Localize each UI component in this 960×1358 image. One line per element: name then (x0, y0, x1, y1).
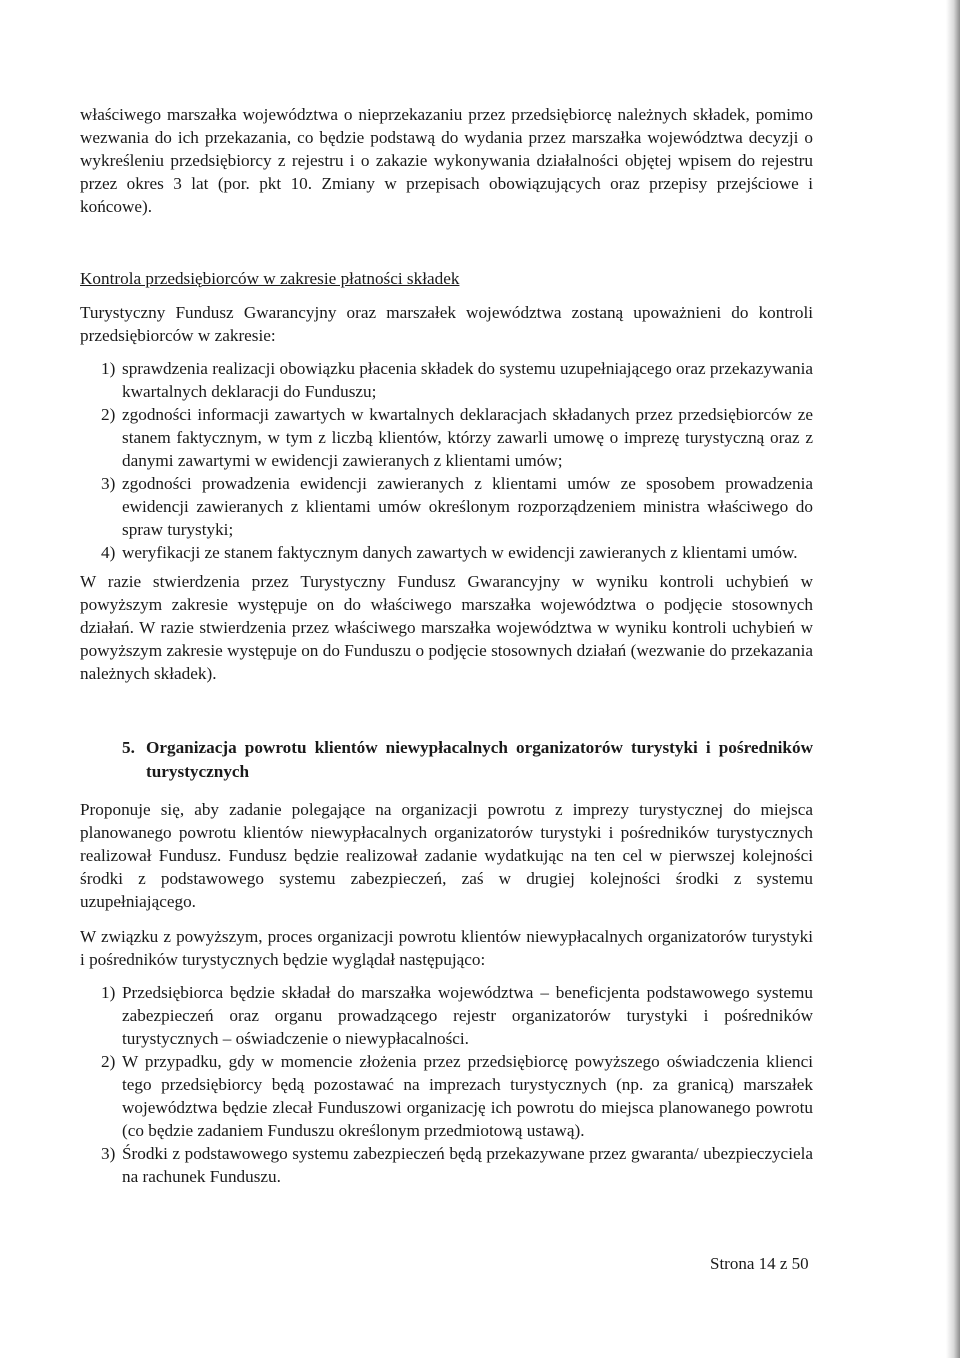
list-item-number: 3) (101, 1144, 116, 1163)
list-item-number: 1) (101, 983, 116, 1002)
list-item-text: zgodności prowadzenia ewidencji zawieranych z klientami umów ze sposobem prowadzenia ewidencji zawieranych z klientami umów określonym rozporządzeniem ministra właściwego do spraw turystyki; (122, 474, 813, 539)
section-number: 5. (122, 738, 135, 757)
list-item-number: 3) (101, 474, 116, 493)
section-5-title (80, 736, 813, 784)
list-item-number: 2) (101, 1052, 116, 1071)
section-5-paragraph-2: W związku z powyższym, proces organizacji powrotu klientów niewypłacalnych organizatorów turystyki i pośredników turystycznych będzie wyglądał następująco: (80, 927, 813, 969)
list-item (80, 357, 813, 403)
section-heading-control: Kontrola przedsiębiorców w zakresie płatności składek (80, 269, 460, 288)
list-item (80, 472, 813, 541)
control-list (80, 357, 813, 564)
control-conclusion: W razie stwierdzenia przez Turystyczny Fundusz Gwarancyjny w wyniku kontroli uchybień w powyższym zakresie występuje on do właściwego marszałka województwa o podjęcie stosownych działań. W razie stwierdzenia przez właściwego marszałka województwa w wyniku kontroli uchybień w powyższym zakresie występuje on do Funduszu o podjęcie stosownych działań (wezwanie do przekazania należnych składek). (80, 572, 813, 683)
list-item-text: Przedsiębiorca będzie składał do marszałka województwa – beneficjenta podstawowego systemu zabezpieczeń oraz organu prowadzącego rejestr organizatorów turystyki i pośredników turystycznych – oświadczenie o niewypłacalności. (122, 983, 813, 1048)
list-item (80, 1050, 813, 1142)
list-item-number: 1) (101, 359, 116, 378)
list-item-text: Środki z podstawowego systemu zabezpieczeń będą przekazywane przez gwaranta/ ubezpieczyciela na rachunek Funduszu. (122, 1144, 813, 1186)
scan-edge-shadow (946, 0, 960, 1358)
list-item-number: 4) (101, 543, 116, 562)
section-5-paragraph-1: Proponuje się, aby zadanie polegające na organizacji powrotu z imprezy turystycznej do miejsca planowanego powrotu klientów niewypłacalnych organizatorów turystyki i pośredników turystycznych realizował Fundusz. Fundusz będzie realizował zadanie wydatkując na ten cel w pierwszej kolejności środki z podstawowego systemu zabezpieczeń, zaś w drugiej kolejności środki z systemu uzupełniającego. (80, 800, 813, 911)
page-number: Strona 14 z 50 (710, 1254, 809, 1273)
list-item-number: 2) (101, 405, 116, 424)
document-body (80, 103, 813, 1188)
list-item-text: sprawdzenia realizacji obowiązku płacenia składek do systemu uzupełniającego oraz przekazywania kwartalnych deklaracji do Funduszu; (122, 359, 813, 401)
list-item (80, 403, 813, 472)
list-item (80, 981, 813, 1050)
spacer (80, 685, 813, 736)
list-item-text: W przypadku, gdy w momencie złożenia przez przedsiębiorcę powyższego oświadczenia klienci tego przedsiębiorcy będą pozostawać na imprezach turystycznych (np. za granicą) marszałek województwa będzie zlecał Funduszowi organizację ich powrotu do miejsca planowanego powrotu (co będzie zadaniem Funduszu określonym przedmiotową ustawą). (122, 1052, 813, 1140)
list-item (80, 541, 813, 564)
control-intro: Turystyczny Fundusz Gwarancyjny oraz marszałek województwa zostaną upoważnieni do kontroli przedsiębiorców w zakresie: (80, 303, 813, 345)
process-list (80, 981, 813, 1188)
list-item-text: weryfikacji ze stanem faktycznym danych zawartych w ewidencji zawieranych z klientami umów. (122, 543, 798, 562)
list-item-text: zgodności informacji zawartych w kwartalnych deklaracjach składanych przez przedsiębiorców ze stanem faktycznym, w tym z liczbą klientów, którzy zawarli umowę o imprezę turystyczną oraz z danymi zawartymi w ewidencji zawieranych z klientami umów; (122, 405, 813, 470)
section-title-text: Organizacja powrotu klientów niewypłacalnych organizatorów turystyki i pośredników turystycznych (146, 738, 813, 781)
top-paragraph: właściwego marszałka województwa o nieprzekazaniu przez przedsiębiorcę należnych składek, pomimo wezwania do ich przekazania, co będzie podstawą do wydania przez marszałka województwa decyzji o wykreśleniu przedsiębiorcy z rejestru i o zakazie wykonywania działalności objętej wpisem do rejestru przez okres 3 lat (por. pkt 10. Zmiany w przepisach obowiązujących oraz przepisy przejściowe i końcowe). (80, 105, 813, 216)
list-item (80, 1142, 813, 1188)
